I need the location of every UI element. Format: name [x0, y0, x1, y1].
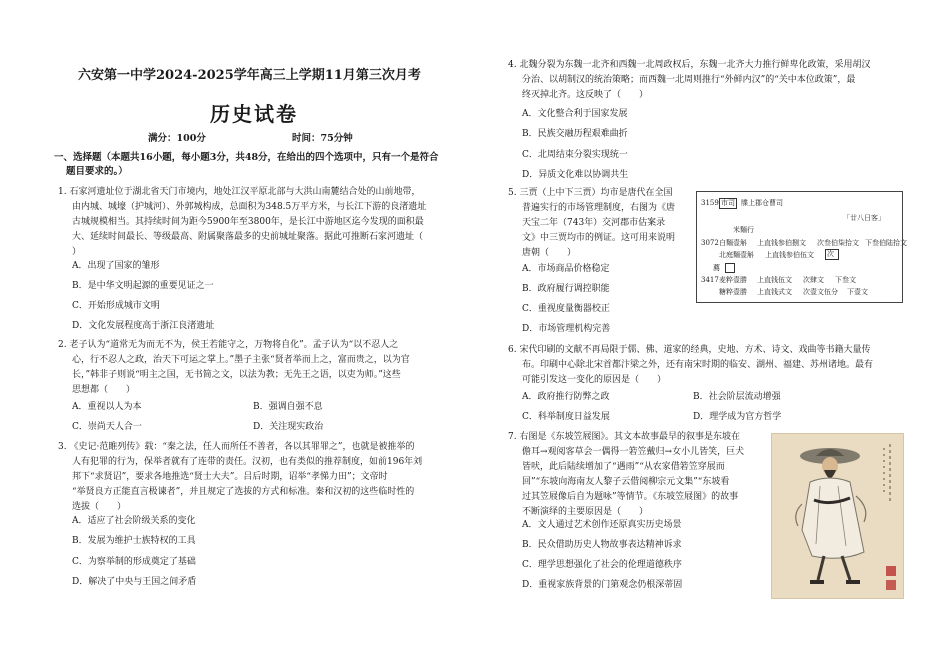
option-1b[interactable]: B．是中华文明起源的重要见证之一 — [72, 281, 214, 291]
record-item: 上直钱伍文 — [757, 276, 792, 284]
question-line: 人有犯罪的行为，保举者就有了连带的责任。汉初，也有类似的推荐制度，如前196年刘 — [72, 457, 423, 467]
option-1a[interactable]: A．出现了国家的雏形 — [72, 261, 160, 271]
question-5 — [508, 186, 688, 261]
question-4 — [508, 58, 903, 103]
question-line: 布。印刷中心除北宋首都汴梁之外，还有南宋时期的临安、湖州、福建、苏州诸地。最有 — [522, 360, 874, 370]
question-number: 7. — [508, 432, 517, 442]
option-3b[interactable]: B．发展为维护士族特权的工具 — [72, 536, 196, 546]
question-line: 1. 石家河遗址位于湖北省天门市境内，地处江汉平原北部与大洪山南麓结合处的山前地带， — [58, 187, 421, 197]
record-text: 薦 — [713, 264, 720, 272]
school-title: 六安第一中学2024-2025学年高三上学期11月第三次月考 — [78, 68, 421, 83]
question-number: 5. — [508, 188, 517, 198]
option-2b[interactable]: B．强调自强不息 — [253, 402, 323, 412]
question-number: 1. — [58, 187, 67, 197]
option-2a[interactable]: A．重视以人为本 — [72, 402, 142, 412]
question-line: “举贤良方正能直言极谏者”，并且规定了选拔的方式和标准。秦和汉初的这些临时性的 — [72, 487, 415, 497]
question-line: 5. 三贾（上中下三贾）均市是唐代在全国 — [508, 188, 673, 198]
seal-stamp-icon — [886, 566, 896, 576]
record-item: 上直钱参伯捌文 — [757, 239, 806, 247]
option-5c[interactable]: C．重视度量衡器校正 — [522, 304, 610, 314]
option-5a[interactable]: A．市场商品价格稳定 — [522, 264, 610, 274]
question-line: 儋耳→观阅客草会一偶得一箬笠戴归→女小儿皆笑，巨犬 — [522, 447, 745, 457]
question-line: 普遍实行的市场管理制度，右图为《唐 — [522, 203, 676, 213]
painting-figure-illustration — [772, 434, 903, 598]
question-line: 由内城、城壕（护城河）、外郭城构成，总面积为348.5万平方米，与长江下游的良渚遗址 — [72, 202, 427, 212]
option-6a[interactable]: A．政府推行防弊之政 — [522, 392, 610, 402]
record-line-number: 3159 — [701, 199, 719, 207]
record-line-number: 3417 — [701, 276, 719, 284]
question-line: 天宝二年（743年）交河郡市估案录 — [522, 218, 666, 228]
option-5d[interactable]: D．市场管理机构完善 — [522, 324, 611, 334]
seal-stamp-icon — [886, 580, 896, 590]
question-line: 心，行不忍人之政，治天下可运之掌上。”墨子主张“贤者举而上之，富而贵之，以为官 — [72, 355, 410, 365]
question-line: 选拔（ ） — [72, 502, 127, 512]
question-line: 可能引发这一变化的原因是（ ） — [522, 375, 667, 385]
option-4a[interactable]: A．文化整合利于国家发展 — [522, 109, 628, 119]
option-4d[interactable]: D．异质文化难以协调共生 — [522, 170, 629, 180]
record-item: 次肆文 — [803, 276, 824, 284]
record-item: 糖粹壹勝 — [719, 288, 747, 296]
question-line: 分治、以胡制汉的统治策略；而西魏一北周则推行“外鲜内汉”的“关中本位政策”，最 — [522, 75, 856, 85]
question-2 — [58, 338, 450, 398]
question-line: 4. 北魏分裂为东魏一北齐和西魏一北周政权后，东魏一北齐大力推行鲜卑化政策，采用胡汉 — [508, 60, 871, 70]
full-score: 满分：100分 — [148, 133, 206, 144]
record-line-number: 3072 — [701, 239, 719, 247]
option-6b[interactable]: B．社会阶层流动增强 — [693, 392, 781, 402]
record-item: 上直钱式文 — [757, 288, 792, 296]
market-price-record-figure — [696, 191, 907, 303]
question-line: 过其笠屐像后自为题咏”等情节。《东坡笠屐图》的故事 — [522, 492, 739, 502]
question-7 — [508, 430, 766, 520]
option-7d[interactable]: D．重视家族背景的门第观念仍根深蒂固 — [522, 580, 683, 590]
option-3d[interactable]: D．解决了中央与王国之间矛盾 — [72, 577, 197, 587]
option-7a[interactable]: A．文人通过艺术创作还原真实历史场景 — [522, 520, 682, 530]
question-number: 4. — [508, 60, 517, 70]
option-1d[interactable]: D．文化发展程度高于浙江良渚遗址 — [72, 321, 215, 331]
option-2d[interactable]: D．关注现实政治 — [253, 422, 324, 432]
question-line: 文》中三贾均市的例证。这可用来说明 — [522, 233, 676, 243]
record-boxed-char: 市司 — [721, 199, 735, 207]
question-line: 古城规模相当。其持续时间为距今5900年至3800年，是长江中游地区迄今发现的面积最 — [72, 217, 424, 227]
option-2c[interactable]: C．崇尚天人合一 — [72, 422, 142, 432]
option-3c[interactable]: C．为察举制的形成奠定了基础 — [72, 557, 196, 567]
exam-time: 时间：75分钟 — [292, 133, 353, 144]
option-6d[interactable]: D．理学成为官方哲学 — [693, 412, 782, 422]
record-item: 白麵壹斛 — [719, 239, 747, 247]
option-3a[interactable]: A．适应了社会阶级关系的变化 — [72, 516, 196, 526]
question-line: 7. 右图是《东坡笠屐图》。其文本故事最早的叙事是东坡在 — [508, 432, 740, 442]
record-text: 米麵行 — [733, 226, 754, 234]
record-item: 下壹文 — [847, 288, 868, 296]
option-1c[interactable]: C．开始形成城市文明 — [72, 301, 160, 311]
question-line: 2. 老子认为“道常无为而无不为，侯王若能守之，万物将自化”。孟子认为“以不忍人之 — [58, 340, 399, 350]
option-7c[interactable]: C．理学思想强化了社会的伦理道德秩序 — [522, 560, 682, 570]
question-line: 皆吠，此后陆续增加了“遇雨”“从农家借箬笠穿展而 — [522, 462, 725, 472]
record-item: 下叁文 — [835, 276, 856, 284]
question-number: 3. — [58, 442, 67, 452]
record-item: 北庭麵壹斛 — [719, 251, 754, 259]
record-boxed-char: 次 — [825, 249, 839, 260]
record-item: 下叁伯陆拾文 — [865, 239, 907, 247]
option-6c[interactable]: C．科举制度日益发展 — [522, 412, 610, 422]
question-6 — [508, 343, 903, 388]
question-line: 6. 宋代印刷的文献不再局限于儒、佛、道家的经典，史地、方术、诗文、戏曲等书籍大量传 — [508, 345, 871, 355]
record-text: 牒上郡仓曹司 — [741, 199, 783, 207]
question-line: 不断演绎的主要原因是（ ） — [522, 507, 649, 517]
dongpo-painting-image — [771, 433, 904, 599]
option-5b[interactable]: B．政府履行调控职能 — [522, 284, 610, 294]
section-heading-line: 题目要求的。） — [66, 166, 128, 177]
question-line: 唐朝（ ） — [522, 248, 577, 258]
question-number: 2. — [58, 340, 67, 350]
section-heading — [54, 151, 446, 179]
question-line: 思想都（ ） — [72, 385, 136, 395]
record-empty-box — [725, 263, 735, 273]
question-number: 6. — [508, 345, 517, 355]
question-line: 大、延续时间最长、等级最高、附属聚落最多的史前城址聚落。据此可推断石家河遗址（ — [72, 232, 424, 242]
question-1 — [58, 185, 450, 260]
exam-title: 历史试卷 — [210, 102, 298, 126]
question-line: 邦下“求贤诏”，要求各地推选“贤士大夫”。吕后时期，诏举“孝悌力田”；文帝时 — [72, 472, 388, 482]
option-7b[interactable]: B．民众借助历史人物故事表达精神诉求 — [522, 540, 682, 550]
question-line: 长，”韩非子则说“明主之国，无书简之文，以法为教；无先王之语，以吏为师。”这些 — [72, 370, 401, 380]
record-seal-note: 「廿八日客」 — [843, 214, 885, 222]
question-line: 3. 《史记·范睢列传》载：“秦之法，任人而所任不善者，各以其罪罪之”，也就是被推举的 — [58, 442, 415, 452]
question-3 — [58, 440, 450, 515]
section-heading-line: 一、选择题（本题共16小题，每小题3分，共48分，在给出的四个选项中，只有一个是符合 — [54, 152, 439, 163]
question-line: 回”“东坡向海南友人黎子云借阅柳宗元文集”“东坡看 — [522, 477, 730, 487]
question-line: 终灭掉北齐。这反映了（ ） — [522, 90, 649, 100]
option-4c[interactable]: C．北周结束分裂实现统一 — [522, 150, 628, 160]
record-item: 上直钱参伯伍文 — [765, 251, 814, 259]
record-item: 麦粹壹勝 — [719, 276, 747, 284]
record-item: 次叁伯柒拾文 — [817, 239, 859, 247]
question-line: ） — [72, 247, 82, 257]
record-item: 次壹文伍分 — [803, 288, 838, 296]
option-4b[interactable]: B．民族交融历程艰难曲折 — [522, 129, 628, 139]
